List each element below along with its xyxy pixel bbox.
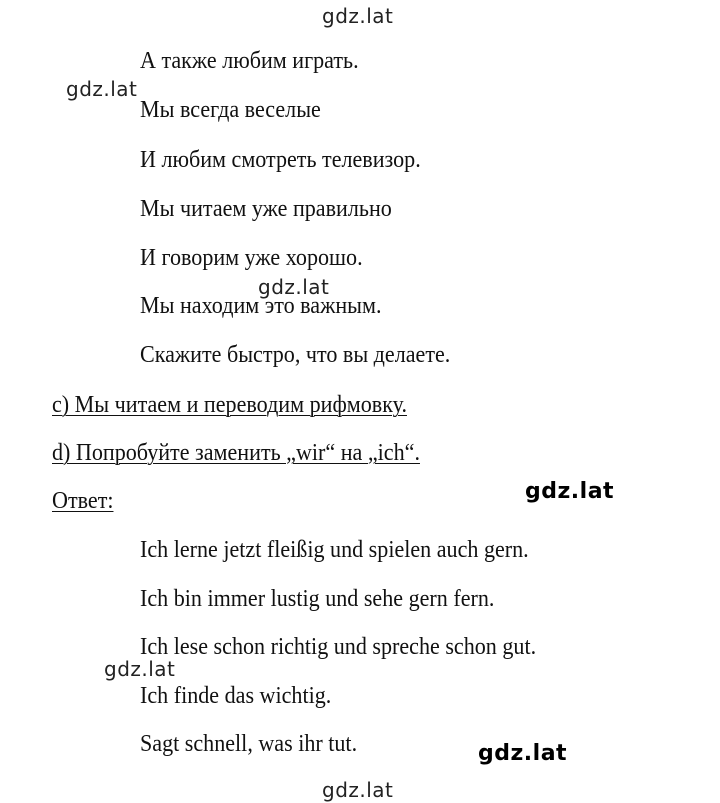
poem-ru-line: И любим смотреть телевизор.	[140, 147, 421, 173]
task-d-heading: d) Попробуйте заменить „wir“ на „ich“.	[52, 440, 420, 466]
poem-de-line: Ich finde das wichtig.	[140, 683, 332, 709]
watermark-middle: gdz.lat	[258, 275, 330, 299]
watermark-bold-1: gdz.lat	[525, 479, 615, 504]
poem-ru-line: И говорим уже хорошо.	[140, 245, 363, 271]
watermark-bottom: gdz.lat	[322, 778, 394, 802]
poem-ru-line: Мы всегда веселые	[140, 97, 321, 123]
poem-ru-line: А также любим играть.	[140, 48, 359, 74]
poem-de-line: Ich lerne jetzt fleißig und spielen auch gern.	[140, 537, 529, 563]
poem-de-line: Sagt schnell, was ihr tut.	[140, 731, 358, 757]
poem-ru-line: Мы читаем уже правильно	[140, 196, 392, 222]
watermark-top: gdz.lat	[322, 4, 394, 28]
poem-de-line: Ich lese schon richtig und spreche schon gut.	[140, 634, 537, 660]
task-c-heading: c) Мы читаем и переводим рифмовку.	[52, 392, 407, 418]
watermark-left-2: gdz.lat	[104, 657, 176, 681]
watermark-left-1: gdz.lat	[66, 77, 138, 101]
poem-ru-line: Скажите быстро, что вы делаете.	[140, 342, 451, 368]
poem-ru-line: Мы находим это важным.	[140, 293, 382, 319]
poem-de-line: Ich bin immer lustig und sehe gern fern.	[140, 586, 495, 612]
watermark-bold-2: gdz.lat	[478, 741, 568, 766]
answer-label: Ответ:	[52, 488, 114, 514]
